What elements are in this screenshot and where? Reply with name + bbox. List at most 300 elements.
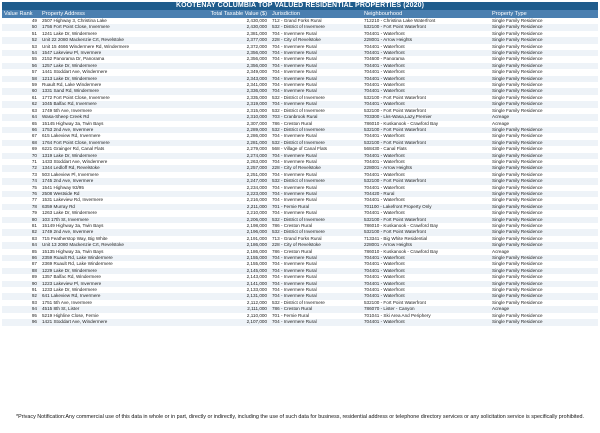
cell-total-taxable-value: 2,133,000 <box>246 287 267 293</box>
cell-neighbourhood: 228001 - Arrow Heights <box>362 242 490 248</box>
table-row <box>2 37 598 43</box>
cell-property-type: Single Family Residence <box>490 293 598 299</box>
cell-neighbourhood: 786010 - Kuskanook - Crawford Bay <box>364 248 439 254</box>
cell-jurisdiction: 704 - Invermere Rural <box>270 268 362 274</box>
cell-neighbourhood: 704401 - Waterfront <box>364 43 405 49</box>
cell-jurisdiction: 704 - Invermere Rural <box>272 82 317 88</box>
cell-property-address: 2359 Ruault Rd, Lake Windermere <box>40 255 180 261</box>
cell-value-rank: 85 <box>31 248 37 254</box>
table-row <box>2 121 598 127</box>
cell-value-rank: 51 <box>31 30 37 36</box>
cell-value-rank: 60 <box>2 88 40 94</box>
cell-jurisdiction: 704 - Invermere Rural <box>270 281 362 287</box>
cell-property-address: 1756 Fort Point Close, Invermere <box>40 24 180 30</box>
cell-total-taxable-value: 2,341,000 <box>246 82 267 88</box>
cell-total-taxable-value: 2,381,000 <box>246 30 267 36</box>
header-row <box>2 10 598 18</box>
cell-property-address: 641 Lakeview Rd, Invermere <box>40 293 180 299</box>
cell-jurisdiction: 786 - Creston Rural <box>272 223 313 228</box>
cell-jurisdiction: 701 - Fernie Rural <box>272 312 310 318</box>
cell-property-type: Single Family Residence <box>492 56 543 62</box>
cell-property-address: 715 Featherstop Way, Big White <box>42 235 108 241</box>
cell-neighbourhood: 704401 - Waterfront <box>364 82 405 88</box>
cell-value-rank: 89 <box>31 274 37 280</box>
cell-total-taxable-value: 2,263,000 <box>246 158 267 164</box>
table-row <box>2 24 598 30</box>
cell-property-type: Single Family Residence <box>492 299 543 305</box>
cell-value-rank: 55 <box>31 56 37 62</box>
cell-neighbourhood: 704401 - Waterfront <box>364 210 405 216</box>
cell-property-type: Single Family Residence <box>490 165 598 171</box>
cell-value-rank: 88 <box>2 268 40 274</box>
cell-neighbourhood: 701041 - Ski Area And Periphery <box>364 312 431 318</box>
cell-neighbourhood: 704401 - Waterfront <box>362 50 490 56</box>
cell-neighbourhood: 704401 - Waterfront <box>364 171 405 177</box>
cell-neighbourhood: 704401 - Waterfront <box>364 261 405 267</box>
cell-value-rank: 94 <box>2 306 40 312</box>
cell-property-type: Single Family Residence <box>492 107 543 113</box>
cell-property-type: Single Family Residence <box>492 312 543 318</box>
cell-total-taxable-value: 2,377,000 <box>180 37 270 43</box>
header-total-taxable-value: Total Taxable Value ($) <box>180 10 270 18</box>
cell-value-rank: 65 <box>31 120 37 126</box>
cell-value-rank: 63 <box>31 107 37 113</box>
cell-property-type: Single Family Residence <box>492 146 543 152</box>
header-property-type: Property Type <box>490 10 598 18</box>
cell-property-type: Single Family Residence <box>492 171 543 177</box>
cell-jurisdiction: 228 - City of Revelstoke <box>270 242 362 248</box>
table-row <box>2 293 598 299</box>
cell-total-taxable-value: 2,279,000 <box>246 146 267 152</box>
cell-value-rank: 84 <box>2 242 40 248</box>
cell-neighbourhood: 228001 - Arrow Heights <box>362 165 490 171</box>
cell-value-rank: 56 <box>2 63 40 69</box>
cell-value-rank: 52 <box>2 37 40 43</box>
cell-total-taxable-value: 2,145,000 <box>180 268 270 274</box>
cell-neighbourhood: 704401 - Waterfront <box>364 274 405 280</box>
cell-property-address: 1421 Stoddart Ave, Windermere <box>40 319 180 325</box>
cell-property-type: Single Family Residence <box>490 242 598 248</box>
cell-property-type: Acreage <box>490 306 598 312</box>
cell-value-rank: 96 <box>2 319 40 325</box>
cell-neighbourhood: 704401 - Waterfront <box>362 281 490 287</box>
cell-neighbourhood: 701100 - Lakefront Property Only <box>362 204 490 210</box>
cell-property-type: Single Family Residence <box>490 153 598 159</box>
cell-value-rank: 54 <box>2 50 40 56</box>
table-row <box>2 261 598 267</box>
cell-value-rank: 61 <box>31 94 37 100</box>
cell-total-taxable-value: 2,155,000 <box>180 255 270 261</box>
cell-neighbourhood: 703300 - Lks-Wasa,Lazy,Premier <box>362 114 490 120</box>
cell-total-taxable-value: 2,343,000 <box>180 76 270 82</box>
cell-neighbourhood: 532100 - Fort Point Waterfront <box>362 217 490 223</box>
cell-jurisdiction: 704 - Invermere Rural <box>270 76 362 82</box>
cell-property-address: 1257 Lake Dr, Windermere <box>40 63 180 69</box>
property-table-sheet <box>2 2 598 326</box>
cell-property-address: 1547 Lakeview Pl, Invermere <box>40 50 180 56</box>
cell-property-type: Single Family Residence <box>492 94 543 100</box>
privacy-notice: *Privacy Notification:Any commercial use of this data in whole or in part, directly or indirectly, including the use of such data for business, residential address or telephone directory services or any solicitation service is specifically prohibited. <box>16 414 584 420</box>
cell-jurisdiction: 703 - Cranbrook Rural <box>270 114 362 120</box>
cell-neighbourhood: 786010 - Kuskanook - Crawford Bay <box>364 223 439 228</box>
cell-property-address: 1241 Lake Dr, Windermere <box>42 30 97 36</box>
cell-total-taxable-value: 2,257,000 <box>180 165 270 171</box>
cell-total-taxable-value: 2,111,000 <box>180 306 270 312</box>
cell-total-taxable-value: 2,281,000 <box>180 140 270 146</box>
cell-value-rank: 92 <box>2 293 40 299</box>
cell-property-type: Single Family Residence <box>492 82 543 88</box>
cell-total-taxable-value: 2,430,000 <box>246 18 267 23</box>
table-row <box>2 229 598 235</box>
cell-jurisdiction: 786 - Creston Rural <box>272 248 313 254</box>
cell-total-taxable-value: 2,186,000 <box>180 242 270 248</box>
cell-total-taxable-value: 2,191,000 <box>246 235 267 241</box>
cell-property-address: 1213 Lake Dr, Windermere <box>40 76 180 82</box>
cell-neighbourhood: 532100 - Fort Point Waterfront <box>364 299 426 305</box>
cell-jurisdiction: 228 - City of Revelstoke <box>270 165 362 171</box>
cell-property-type: Single Family Residence <box>490 268 598 274</box>
cell-property-type: Single Family Residence <box>490 191 598 197</box>
cell-jurisdiction: 704 - Invermere Rural <box>270 293 362 299</box>
property-table <box>2 10 598 326</box>
table-row <box>2 242 598 248</box>
table-row <box>2 101 598 107</box>
table-row <box>2 274 598 280</box>
cell-value-rank: 93 <box>31 299 37 305</box>
header-value-rank: Value Rank <box>2 10 40 18</box>
cell-neighbourhood: 704401 - Waterfront <box>362 268 490 274</box>
table-row <box>2 319 598 325</box>
cell-neighbourhood: 228001 - Arrow Heights <box>362 37 490 43</box>
cell-total-taxable-value: 2,206,000 <box>180 217 270 223</box>
cell-property-type: Single Family Residence <box>490 76 598 82</box>
table-row <box>2 146 598 152</box>
cell-jurisdiction: 704 - Invermere Rural <box>272 30 317 36</box>
cell-jurisdiction: 704 - Invermere Rural <box>272 274 317 280</box>
cell-neighbourhood: 704401 - Waterfront <box>362 293 490 299</box>
cell-property-address: 1749 2nd Ave, Invermere <box>40 229 180 235</box>
cell-property-address: 1433 Stoddart Ave, Windermere <box>42 158 108 164</box>
cell-value-rank: 79 <box>31 210 37 216</box>
cell-value-rank: 74 <box>2 178 40 184</box>
cell-jurisdiction: 786 - Creston Rural <box>272 120 313 126</box>
table-row <box>2 88 598 94</box>
cell-value-rank: 77 <box>31 197 37 203</box>
cell-property-address: 6221 Grainger Rd, Canal Flats <box>42 146 105 152</box>
cell-jurisdiction: 713 - Grand Forks Rural <box>272 235 322 241</box>
cell-neighbourhood: 532100 - Fort Point Waterfront <box>362 127 490 133</box>
cell-property-type: Single Family Residence <box>492 261 543 267</box>
cell-jurisdiction: 704 - Invermere Rural <box>270 319 362 325</box>
cell-neighbourhood: 704401 - Waterfront <box>364 69 405 75</box>
cell-property-type: Single Family Residence <box>492 133 543 139</box>
cell-value-rank: 81 <box>31 223 37 228</box>
cell-total-taxable-value: 2,356,000 <box>180 50 270 56</box>
header-neighbourhood: Neighbourhood <box>362 10 490 18</box>
cell-total-taxable-value: 2,155,000 <box>246 261 267 267</box>
cell-value-rank: 66 <box>2 127 40 133</box>
cell-total-taxable-value: 2,223,000 <box>180 191 270 197</box>
cell-property-address: 1749 5th Ave, Invermere <box>42 107 92 113</box>
cell-jurisdiction: 704 - Invermere Rural <box>272 56 317 62</box>
cell-total-taxable-value: 2,247,000 <box>180 178 270 184</box>
cell-property-address: Wasa-Sheep Creek Rd <box>40 114 180 120</box>
cell-neighbourhood: 704401 - Waterfront <box>362 76 490 82</box>
cell-jurisdiction: 532 - District of Invermere <box>272 107 325 113</box>
table-row <box>2 178 598 184</box>
cell-property-address: 15149 Highway 3a, Twin Bays <box>42 223 104 228</box>
cell-neighbourhood: 704401 - Waterfront <box>362 153 490 159</box>
cell-total-taxable-value: 2,251,000 <box>246 171 267 177</box>
cell-value-rank: 49 <box>31 18 37 23</box>
cell-neighbourhood: 704401 - Waterfront <box>364 287 405 293</box>
cell-total-taxable-value: 2,430,000 <box>180 24 270 30</box>
table-row <box>2 56 598 62</box>
cell-property-address: 1753 2nd Ave, Invermere <box>40 127 180 133</box>
cell-property-address: 1229 Lake Dr, Windermere <box>40 268 180 274</box>
cell-neighbourhood: 704401 - Waterfront <box>364 184 405 190</box>
cell-property-address: 2369 Ruault Rd, Lake Windermere <box>42 261 113 267</box>
cell-property-address: 2508 Westside Rd <box>40 191 180 197</box>
cell-property-type: Single Family Residence <box>492 274 543 280</box>
cell-property-address: 1441 Stoddart Ave, Windermere <box>42 69 108 75</box>
cell-jurisdiction: 532 - District of Invermere <box>272 299 325 305</box>
cell-neighbourhood: 704401 - Waterfront <box>362 255 490 261</box>
cell-property-address: 1531 Lakeview Rd, Invermere <box>42 197 104 203</box>
cell-value-rank: 62 <box>2 101 40 107</box>
cell-property-address: Unit 15 4666 Windermere Rd, Windermere <box>42 43 130 49</box>
cell-jurisdiction: 568 - Village of Canal Flats <box>272 146 328 152</box>
cell-neighbourhood: 786010 - Kuskanook - Crawford Bay <box>364 120 439 126</box>
cell-property-type: Single Family Residence <box>490 281 598 287</box>
cell-jurisdiction: 532 - District of Invermere <box>270 140 362 146</box>
cell-neighbourhood: 704600 - Panorama <box>364 56 405 62</box>
cell-property-type: Single Family Residence <box>492 43 543 49</box>
cell-value-rank: 67 <box>31 133 37 139</box>
cell-property-address: 1764 Fort Point Close, Invermere <box>40 140 180 146</box>
cell-property-address: 6359 Murray Rd <box>40 204 180 210</box>
cell-property-type: Single Family Residence <box>490 37 598 43</box>
cell-property-type: Single Family Residence <box>492 30 543 36</box>
cell-jurisdiction: 712 - Grand Forks Rural <box>272 18 322 23</box>
cell-property-type: Acreage <box>490 114 598 120</box>
cell-total-taxable-value: 2,336,000 <box>180 88 270 94</box>
table-row <box>2 69 598 75</box>
cell-value-rank: 76 <box>2 191 40 197</box>
header-jurisdiction: Jurisdiction <box>270 10 362 18</box>
cell-value-rank: 53 <box>31 43 37 49</box>
cell-property-type: Single Family Residence <box>490 140 598 146</box>
cell-jurisdiction: 704 - Invermere Rural <box>272 210 317 216</box>
cell-property-type: Single Family Residence <box>490 178 598 184</box>
cell-property-address: 1223 Lakeview Pl, Invermere <box>40 281 180 287</box>
cell-property-address: 2152 Panorama Dr, Panorama <box>42 56 105 62</box>
cell-value-rank: 72 <box>2 165 40 171</box>
cell-value-rank: 64 <box>2 114 40 120</box>
cell-neighbourhood: 532100 - Fort Point Waterfront <box>364 107 426 113</box>
cell-neighbourhood: 786070 - Lister - Canyon <box>362 306 490 312</box>
cell-neighbourhood: 532100 - Fort Point Waterfront <box>362 140 490 146</box>
cell-jurisdiction: 704 - Invermere Rural <box>270 101 362 107</box>
cell-value-rank: 69 <box>31 146 37 152</box>
cell-jurisdiction: 704 - Invermere Rural <box>272 43 317 49</box>
cell-total-taxable-value: 2,315,000 <box>246 107 267 113</box>
cell-property-address: 1331 Sand Rd, Windermere <box>40 88 180 94</box>
cell-property-address: 4515 8th St, Lister <box>40 306 180 312</box>
cell-property-type: Single Family Residence <box>492 223 543 228</box>
cell-value-rank: 91 <box>31 287 37 293</box>
cell-neighbourhood: 712210 - Christina Lake Waterfront <box>364 18 436 23</box>
cell-jurisdiction: 704 - Invermere Rural <box>272 197 317 203</box>
cell-value-rank: 80 <box>2 217 40 223</box>
cell-property-type: Single Family Residence <box>490 63 598 69</box>
cell-property-address: 1319 Lake Dr, Windermere <box>40 153 180 159</box>
cell-neighbourhood: 704401 - Waterfront <box>364 158 405 164</box>
cell-property-type: Single Family Residence <box>490 255 598 261</box>
cell-total-taxable-value: 2,286,000 <box>246 133 267 139</box>
cell-value-rank: 59 <box>31 82 37 88</box>
cell-total-taxable-value: 2,141,000 <box>180 281 270 287</box>
cell-value-rank: 50 <box>2 24 40 30</box>
cell-property-type: Single Family Residence <box>492 210 543 216</box>
cell-total-taxable-value: 2,112,000 <box>246 299 267 305</box>
cell-jurisdiction: 704 - Invermere Rural <box>270 153 362 159</box>
cell-jurisdiction: 704 - Invermere Rural <box>272 69 317 75</box>
cell-neighbourhood: 532100 - Fort Point Waterfront <box>362 178 490 184</box>
cell-property-type: Single Family Residence <box>490 217 598 223</box>
table-title: KOOTENAY COLUMBIA TOP VALUED RESIDENTIAL PROPERTIES (2020) <box>2 2 598 10</box>
table-body <box>2 18 598 326</box>
cell-neighbourhood: 704401 - Waterfront <box>364 30 405 36</box>
cell-value-rank: 82 <box>2 229 40 235</box>
cell-value-rank: 57 <box>31 69 37 75</box>
cell-jurisdiction: 701 - Fernie Rural <box>270 204 362 210</box>
cell-neighbourhood: 532100 - Fort Point Waterfront <box>364 94 426 100</box>
cell-total-taxable-value: 2,211,000 <box>180 204 270 210</box>
cell-property-address: 615 Lakeview Rd, Invermere <box>42 133 101 139</box>
cell-property-address: Ruault Rd, Lake Windermere <box>42 82 102 88</box>
cell-property-type: Single Family Residence <box>490 24 598 30</box>
cell-value-rank: 87 <box>31 261 37 267</box>
cell-jurisdiction: 532 - District of Invermere <box>270 229 362 235</box>
cell-value-rank: 73 <box>31 171 37 177</box>
cell-property-address: 1344 Ledloff Rd, Revelstoke <box>40 165 180 171</box>
cell-property-type: Single Family Residence <box>492 235 543 241</box>
cell-property-address: Unit 13 2080 Mackenzie Crt, Revelstoke <box>40 242 180 248</box>
cell-value-rank: 78 <box>2 204 40 210</box>
cell-property-type: Single Family Residence <box>490 101 598 107</box>
cell-property-type: Single Family Residence <box>492 18 543 23</box>
cell-property-type: Acreage <box>492 248 510 254</box>
cell-jurisdiction: 704 - Invermere Rural <box>270 50 362 56</box>
cell-total-taxable-value: 2,196,000 <box>180 229 270 235</box>
cell-total-taxable-value: 2,372,000 <box>246 43 267 49</box>
cell-total-taxable-value: 2,186,000 <box>246 248 267 254</box>
cell-jurisdiction: 704 - Invermere Rural <box>272 261 317 267</box>
table-row <box>2 210 598 216</box>
cell-neighbourhood: 704401 - Waterfront <box>362 101 490 107</box>
cell-total-taxable-value: 2,289,000 <box>180 127 270 133</box>
cell-property-type: Single Family Residence <box>492 197 543 203</box>
table-row <box>2 165 598 171</box>
cell-jurisdiction: 704 - Invermere Rural <box>270 191 362 197</box>
cell-total-taxable-value: 2,216,000 <box>246 197 267 203</box>
cell-value-rank: 86 <box>2 255 40 261</box>
cell-total-taxable-value: 2,307,000 <box>246 120 267 126</box>
cell-property-type: Single Family Residence <box>492 287 543 293</box>
cell-jurisdiction: 704 - Invermere Rural <box>272 171 317 177</box>
cell-total-taxable-value: 2,131,000 <box>180 293 270 299</box>
cell-neighbourhood: 704401 - Waterfront <box>364 197 405 203</box>
cell-jurisdiction: 532 - District of Invermere <box>270 127 362 133</box>
cell-property-address: 503 Lakeview Pl, Invermere <box>42 171 99 177</box>
cell-property-address: Unit 22 2080 Mackenzie Crt, Revelstoke <box>40 37 180 43</box>
cell-total-taxable-value: 2,319,000 <box>180 101 270 107</box>
cell-property-type: Single Family Residence <box>490 50 598 56</box>
cell-total-taxable-value: 2,356,000 <box>246 56 267 62</box>
header-property-address: Property Address <box>40 10 180 18</box>
cell-property-type: Single Family Residence <box>490 319 598 325</box>
table-row <box>2 153 598 159</box>
cell-total-taxable-value: 2,356,000 <box>180 63 270 69</box>
cell-neighbourhood: 704401 - Waterfront <box>364 133 405 139</box>
cell-value-rank: 75 <box>31 184 37 190</box>
cell-neighbourhood: 532100 - Fort Point Waterfront <box>362 24 490 30</box>
cell-property-address: 1357 Balfac Rd, Windermere <box>42 274 101 280</box>
cell-property-type: Single Family Residence <box>492 184 543 190</box>
cell-property-type: Single Family Residence <box>492 69 543 75</box>
cell-value-rank: 68 <box>2 140 40 146</box>
cell-total-taxable-value: 2,234,000 <box>246 184 267 190</box>
cell-jurisdiction: 704 - Invermere Rural <box>270 63 362 69</box>
cell-neighbourhood: 532100 - Fort Point Waterfront <box>362 229 490 235</box>
cell-value-rank: 83 <box>31 235 37 241</box>
cell-property-address: 1541 Highway 93/95 <box>42 184 84 190</box>
cell-total-taxable-value: 2,198,000 <box>246 223 267 228</box>
cell-property-address: 1263 Lake Dr, Windermere <box>42 210 97 216</box>
cell-jurisdiction: 228 - City of Revelstoke <box>270 37 362 43</box>
cell-property-type: Single Family Residence <box>492 158 543 164</box>
cell-property-address: 1233 Lake Dr, Windermere <box>42 287 97 293</box>
cell-jurisdiction: 704 - Invermere Rural <box>272 158 317 164</box>
cell-jurisdiction: 532 - District of Invermere <box>270 217 362 223</box>
cell-neighbourhood: 704401 - Waterfront <box>362 319 490 325</box>
cell-total-taxable-value: 2,210,000 <box>246 210 267 216</box>
cell-property-type: Single Family Residence <box>490 127 598 133</box>
cell-jurisdiction: 704 - Invermere Rural <box>272 287 317 293</box>
cell-jurisdiction: 704 - Invermere Rural <box>272 184 317 190</box>
cell-neighbourhood: 704420 - Rural <box>362 191 490 197</box>
cell-property-address: 15145 Highway 3a, Twin Bays <box>42 120 104 126</box>
cell-jurisdiction: 704 - Invermere Rural <box>270 255 362 261</box>
cell-total-taxable-value: 2,335,000 <box>246 94 267 100</box>
cell-property-address: 1751 5th Ave, Invermere <box>42 299 92 305</box>
table-row <box>2 133 598 139</box>
cell-property-type: Single Family Residence <box>490 229 598 235</box>
cell-jurisdiction: 704 - Invermere Rural <box>272 133 317 139</box>
cell-property-type: Single Family Residence <box>490 204 598 210</box>
cell-total-taxable-value: 2,274,000 <box>180 153 270 159</box>
cell-total-taxable-value: 2,349,000 <box>246 69 267 75</box>
cell-value-rank: 58 <box>2 76 40 82</box>
cell-jurisdiction: 532 - District of Invermere <box>270 24 362 30</box>
cell-neighbourhood: 568430 - Canal Flats <box>364 146 407 152</box>
cell-property-address: 103 17th St, Invermere <box>40 217 180 223</box>
cell-value-rank: 95 <box>31 312 37 318</box>
cell-value-rank: 71 <box>31 158 37 164</box>
cell-property-address: 15135 Highway 3a, Twin Bays <box>42 248 104 254</box>
cell-value-rank: 70 <box>2 153 40 159</box>
